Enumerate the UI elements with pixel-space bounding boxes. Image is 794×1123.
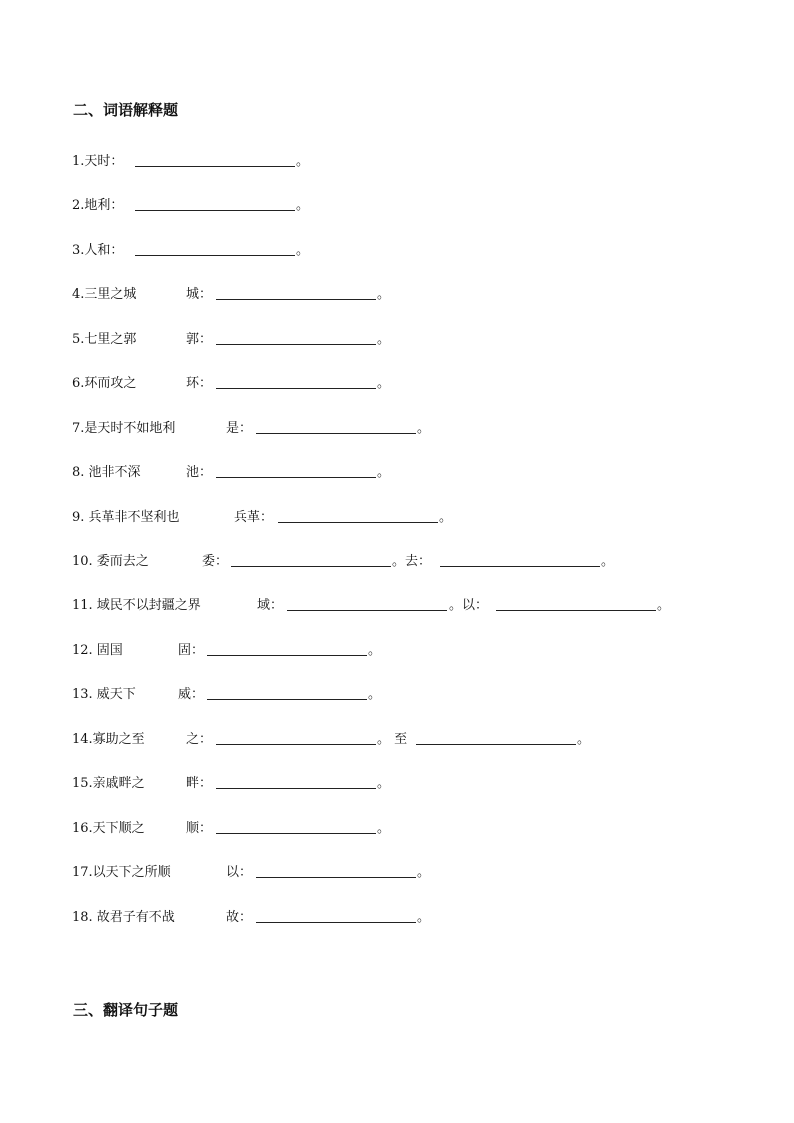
answer-blank-2[interactable] bbox=[440, 566, 600, 567]
answer-blank-2[interactable] bbox=[416, 744, 576, 745]
question-key: 委： bbox=[202, 554, 229, 569]
answer-blank[interactable] bbox=[287, 610, 447, 611]
question-prefix: 9. 兵革非不坚利也 bbox=[72, 510, 180, 525]
answer-blank[interactable] bbox=[207, 699, 367, 700]
question-key: 域： bbox=[257, 598, 284, 613]
answer-blank[interactable] bbox=[216, 744, 376, 745]
question-prefix: 4.三里之城 bbox=[72, 287, 137, 302]
question-prefix: 7.是天时不如地利 bbox=[72, 421, 176, 436]
answer-blank-2[interactable] bbox=[496, 610, 656, 611]
question-suffix: 。 bbox=[577, 732, 591, 747]
question-suffix: 。 bbox=[368, 643, 382, 658]
question-suffix: 。 bbox=[417, 421, 431, 436]
question-suffix: 。 bbox=[439, 510, 453, 525]
answer-blank[interactable] bbox=[135, 210, 295, 211]
question-prefix: 1.天时： bbox=[72, 154, 124, 169]
question-key: 兵革： bbox=[234, 510, 274, 525]
question-suffix: 。 bbox=[417, 865, 431, 880]
question-suffix: 。 bbox=[601, 554, 615, 569]
question-key: 是： bbox=[226, 421, 253, 436]
question-suffix: 。 bbox=[377, 376, 391, 391]
answer-blank[interactable] bbox=[216, 388, 376, 389]
question-mid: 。以： bbox=[449, 598, 489, 613]
question-prefix: 12. 固国 bbox=[72, 643, 123, 658]
question-prefix: 2.地利： bbox=[72, 198, 124, 213]
question-prefix: 5.七里之郭 bbox=[72, 332, 137, 347]
answer-blank[interactable] bbox=[216, 788, 376, 789]
question-prefix: 15.亲戚畔之 bbox=[72, 776, 145, 791]
question-key: 故： bbox=[226, 910, 253, 925]
section-heading-translation: 三、翻译句子题 bbox=[73, 1001, 179, 1019]
answer-blank[interactable] bbox=[207, 655, 367, 656]
question-key: 以： bbox=[226, 865, 253, 880]
answer-blank[interactable] bbox=[231, 566, 391, 567]
question-key: 池： bbox=[186, 465, 213, 480]
question-key: 顺： bbox=[186, 821, 213, 836]
question-prefix: 13. 威天下 bbox=[72, 687, 136, 702]
question-suffix: 。 bbox=[657, 598, 671, 613]
question-prefix: 6.环而攻之 bbox=[72, 376, 137, 391]
answer-blank[interactable] bbox=[256, 877, 416, 878]
question-suffix: 。 bbox=[417, 910, 431, 925]
answer-blank[interactable] bbox=[256, 433, 416, 434]
question-prefix: 18. 故君子有不战 bbox=[72, 910, 175, 925]
question-suffix: 。 bbox=[296, 198, 310, 213]
answer-blank[interactable] bbox=[135, 166, 295, 167]
question-prefix: 14.寡助之至 bbox=[72, 732, 145, 747]
answer-blank[interactable] bbox=[135, 255, 295, 256]
question-prefix: 8. 池非不深 bbox=[72, 465, 141, 480]
question-prefix: 11. 域民不以封疆之界 bbox=[72, 598, 201, 613]
question-suffix: 。 bbox=[377, 465, 391, 480]
answer-blank[interactable] bbox=[278, 522, 438, 523]
question-suffix: 。 bbox=[377, 332, 391, 347]
answer-blank[interactable] bbox=[256, 922, 416, 923]
question-mid: 。去： bbox=[392, 554, 432, 569]
question-suffix: 。 bbox=[296, 243, 310, 258]
question-suffix: 。 bbox=[377, 776, 391, 791]
question-key: 固： bbox=[178, 643, 205, 658]
answer-blank[interactable] bbox=[216, 477, 376, 478]
question-suffix: 。 bbox=[296, 154, 310, 169]
answer-blank[interactable] bbox=[216, 344, 376, 345]
question-suffix: 。 bbox=[377, 287, 391, 302]
question-prefix: 10. 委而去之 bbox=[72, 554, 149, 569]
answer-blank[interactable] bbox=[216, 299, 376, 300]
question-prefix: 17.以天下之所顺 bbox=[72, 865, 171, 880]
question-key: 郭： bbox=[186, 332, 213, 347]
question-suffix: 。 bbox=[377, 821, 391, 836]
section-heading-vocabulary: 二、词语解释题 bbox=[73, 101, 179, 119]
question-key: 畔： bbox=[186, 776, 213, 791]
question-key: 城： bbox=[186, 287, 213, 302]
question-prefix: 16.天下顺之 bbox=[72, 821, 145, 836]
question-suffix: 。 bbox=[368, 687, 382, 702]
answer-blank[interactable] bbox=[216, 833, 376, 834]
question-key: 威： bbox=[178, 687, 205, 702]
question-mid: 。 至 bbox=[377, 732, 408, 747]
question-key: 之： bbox=[186, 732, 213, 747]
question-prefix: 3.人和： bbox=[72, 243, 124, 258]
question-key: 环： bbox=[186, 376, 213, 391]
